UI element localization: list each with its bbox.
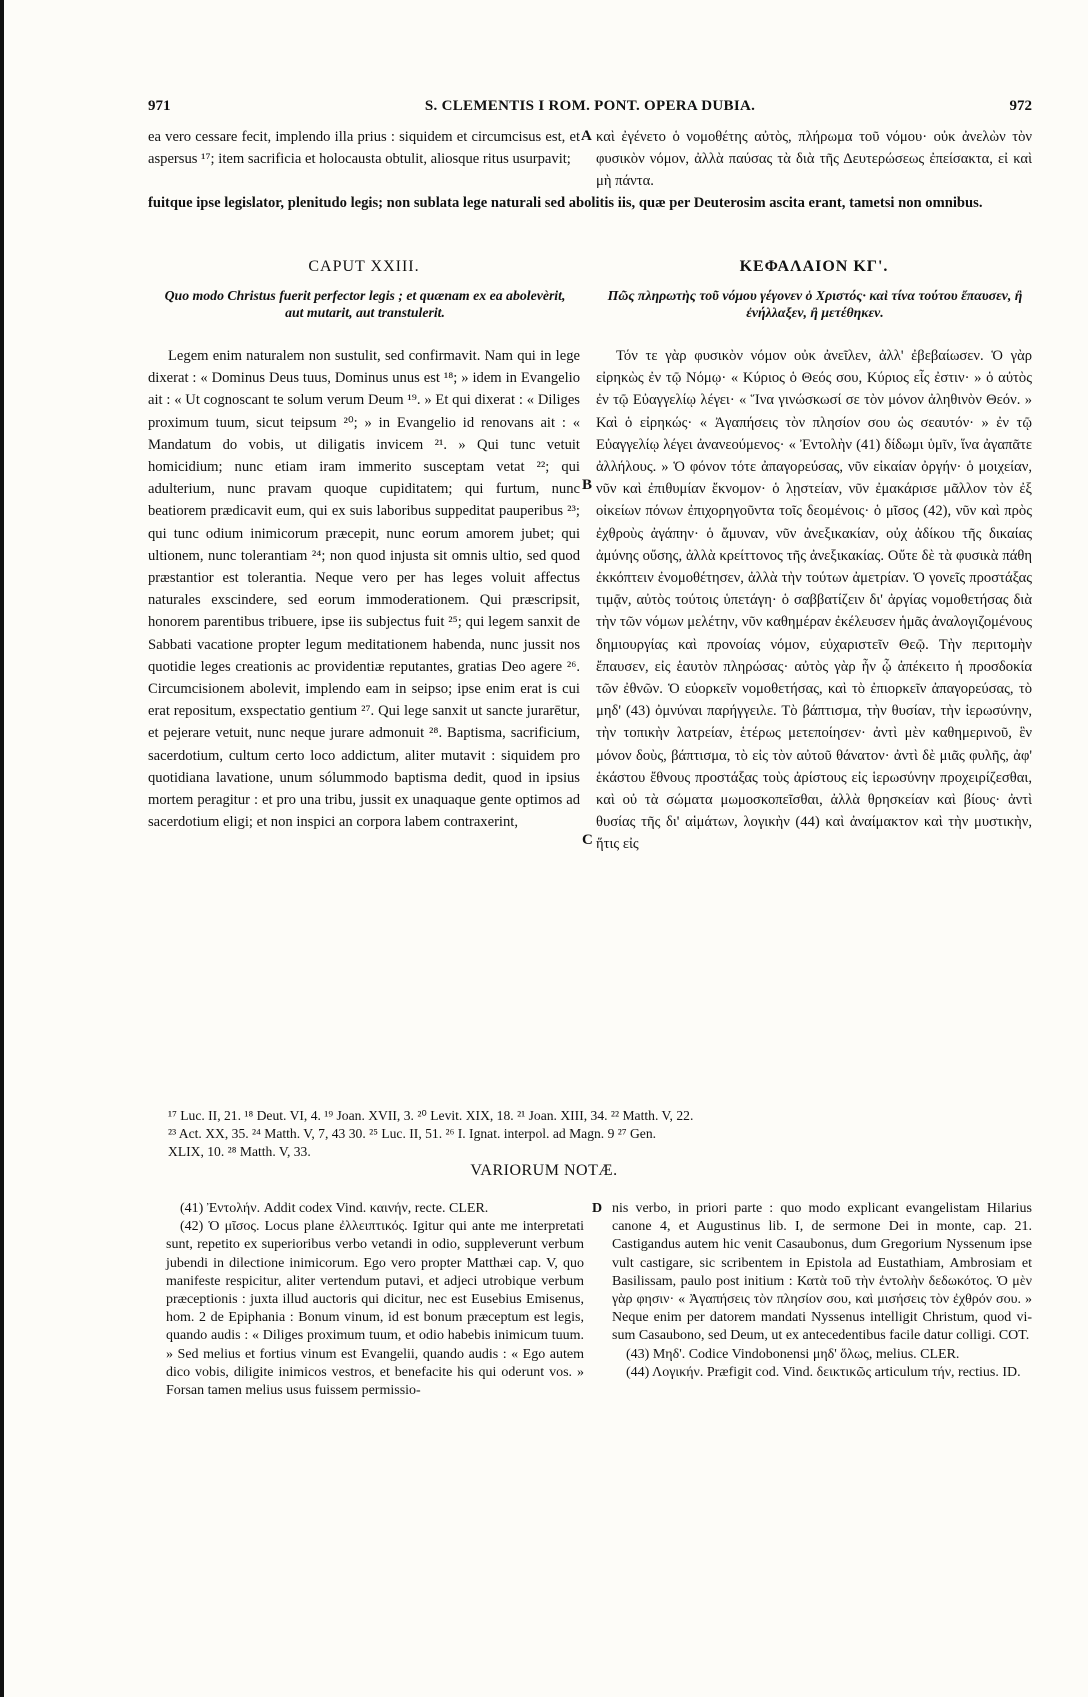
margin-marker-a: A — [581, 128, 592, 144]
margin-marker-c: C — [582, 832, 593, 848]
greek-paragraph: Τόν τε γὰρ φυσικὸν νόμον οὐκ ἀνεῖλεν, ἀλλ' ἐβεβαίωσεν. Ὁ γὰρ εἰρηκὼς ἐν τῷ Νόμῳ· « Κύριος ὁ Θεός σου, Κύριος εἷς ἐστιν· » ὁ αὐτὸς ἐν τῷ Εὐαγγελίῳ λέγει· « Ἵνα γινώσκωσί σε τὸν μόνον ἀληθινὸν Θεόν. » Καὶ ὁ εἰρηκώς· « Ἀγαπήσεις τὸν πλησίον σου ὡς σεαυτόν· » ἐν τῷ Εὐαγγελίῳ λέγει ἀνανεούμενος· « Ἐντολὴν (41) δίδωμι ὑμῖν, ἵνα ἀγαπᾶτε ἀλλήλους. » Ὁ φόνον τότε ἀπαγορεύσας, νῦν εἰκαίαν ὀργήν· ὁ μοιχείαν, νῦν καὶ ἐπιθυμίαν ἔκνομον· ὁ λῃστείαν, νῦν ἐμακάρισε μᾶλλον τὸν ἐξ οἰκείων πόνων ἐπιχορηγοῦντα τοῖς δεομένοις· ὁ μῖσος (42), νῦν καὶ πρὸς ἐχθροὺς ἀγάπην· ὁ ἄμυναν, νῦν ἀνεξικακίαν, οὐχ ἀδίκου τῆς δικαίας ἀμύνης οὔσης, ἀλλὰ κρείττονος τῆς ἀνεξικακίας. Οὔτε δὲ τὰ φυσικὰ πάθη ἐκκόπτειν ἐνομοθέτησεν, ἀλλὰ τὴν τούτων ἀμετρίαν. Ὁ γονεῖς προστάξας τιμᾷν, αὐτὸς τούτοις ὑπετάγη· ὁ σαββατίζειν δι' ἀργίας νομοθετήσας διὰ τὴν τῶν νόμων μελέτην, νῦν καθημέραν ἐκέλευσεν ἡμᾶς ἀναλογιζομένους δημιουργίας καὶ προνοίας νόμον, εὐχαριστεῖν Θεῷ. Τὴν περιτομὴν ἔπαυσεν, εἰς ἑαυτὸν πληρώσας· αὐτὸς γὰρ ἦν ᾧ ἀπέκειτο ἡ προσδοκία τῶν ἐθνῶν. Ὁ εὐορκεῖν νομοθετήσας, καὶ τὸ ἐπιορκεῖν ἀπαγορεύσας, τὸ μηδ' (43) ὀμνύναι παρήγγειλε. Τὸ βάπτισμα, τὴν θυσίαν, τὴν ἱερωσύνην, τὴν τοπικὴν λατρείαν, ἑτέρως μετεποίησεν· ἀντὶ μὲν καθημερινοῦ, ἓν μόνον δοὺς, βάπτισμα, τὸ εἰς τὸν αὐτοῦ θάνατον· ἀντὶ δὲ μιᾶς φυλῆς, ἀφ' ἑκάστου ἔθνους προστάξας τοὺς ἀρίστους εἰς ἱερωσύνην προχειρίζεσθαι, καὶ οὐ τὰ σώματα μωμοσκοπεῖσθαι, ἀλλὰ θρησκείαν καὶ βίους· ἀντὶ θυσίας τῆς δι' αἱμάτων, λογικὴν (44) καὶ ἀναίμακτον καὶ τὴν μυστικὴν, ἥτις εἰς — [596, 348, 1032, 853]
notes-right-column — [612, 1200, 1032, 1382]
intro-latin-continuation: fuitque ipse legislator, plenitudo legis; non sublata lege naturali sed abolitis iis, quæ per Deuterosim ascita erant, tametsi non omnibus. — [148, 195, 983, 211]
margin-marker-d: D — [592, 1201, 603, 1216]
body-text-greek — [596, 345, 1032, 856]
footnote-line: XLIX, 10. ²⁸ Matth. V, 33. — [168, 1144, 311, 1159]
margin-marker-b: B — [582, 477, 593, 493]
notes-heading: VARIORUM NOTÆ. — [470, 1162, 618, 1179]
intro-latin: ea vero cessare fecit, implendo illa prius : siquidem et circumcisus est, et aspersus ¹⁷; item sacrificia et holocausta obtulit, aliosque ritus usurpavit; — [148, 129, 580, 168]
chapter-summary-latin: Quo modo Christus fuerit perfector legis ; et quænam ex ea abolevèrit, aut mutarit, aut transtulerit. — [164, 288, 566, 320]
notes-left-column — [166, 1200, 584, 1400]
page-number-right: 972 — [1009, 98, 1032, 114]
scan-edge-bar — [0, 0, 4, 1697]
intro-greek: καὶ ἐγένετο ὁ νομοθέτης αὐτὸς, πλήρωμα τοῦ νόμου· οὐκ ἀνελὼν τὸν φυσικὸν νόμον, ἀλλὰ παύσας τὰ διὰ τῆς Δευτερώσεως ἐπείσακτα, εἰ καὶ μὴ πάντα. — [596, 129, 1032, 190]
running-title: S. CLEMENTIS I ROM. PONT. OPERA DUBIA. — [424, 98, 756, 114]
footnote-line: ²³ Act. XX, 35. ²⁴ Matth. V, 7, 43 30. ²⁵ Luc. II, 51. ²⁶ I. Ignat. interpol. ad Magn. 9 ²⁷ Gen. — [168, 1126, 657, 1141]
note-42: (42) Ὁ μῖσος. Locus plane ἐλλειπτικός. Igitur qui ante me interpretati sunt, repetito ex superioribus verbo vetandi in odio, suppleverunt verbum jubendi in dilectione inimicorum. Ego vero propter Matthæi cap. V, quo manifeste respicitur, aliter vertendum putavi, et adjeci utrobique verbum præceptionis : juxta illud auctoris qui dicitur, nec est Eusebius Emisenus, hom. 2 de Epiphania : Bonum vinum, id est bonum præceptum est legis, quando audis : « Diliges proximum tuum, et odio habebis inimicum tuum. » Sed melius et fortius vinum est Evangelii, quando audis : « Ego autem dico vobis, diligite inimicos vestros, et benefacite his qui oderunt vos. » Forsan tamen melius usus fuissem permissio- — [166, 1219, 584, 1399]
body-text-latin — [148, 345, 580, 833]
chapter-summary-greek: Πῶς πληρωτὴς τοῦ νόμου γέγονεν ὁ Χριστός· καὶ τίνα τούτου ἔπαυσεν, ἢ ἐνήλλαξεν, ἢ μετέθηκεν. — [607, 288, 1023, 320]
page-number-left: 971 — [148, 98, 171, 114]
latin-paragraph: Legem enim naturalem non sustulit, sed confirmavit. Nam qui in lege dixerat : « Dominus Deus tuus, Dominus unus est ¹⁸; » idem in Evangelio ait : « Ut cognoscant te solum verum Deum ¹⁹. » Et qui dixerat : « Diliges proximum tuum, sicut teipsum ²⁰; » in Evangelio id renovans ait : « Mandatum do vobis, ut diligatis invicem ²¹. » Qui tunc vetuit homicidium; nunc etiam iram immerito susceptam vetat ²²; qui adulterium, nunc pravam quoque cupiditatem; qui furtum, nunc beatiorem prædicavit eum, qui ex suis laboribus suppeditat pauperibus ²³; qui tunc odium inimicorum præcepit, nunc eorum amorem jubet; qui ultionem, nunc tolerantiam ²⁴; non quod injusta sit omnis ultio, sed quod præstantior est tolerantia. Neque vero per has leges voluit affectus naturales exscindere, sed eorum immoderationem. Qui præscripsit, honorem parentibus tribuere, ipse iis subjectus fuit ²⁵; qui legem sanxit de Sabbati vacatione propter legum meditationem habenda, nunc jussit nos quotidie leges creationis ac providentiæ reputantes, gratias Deo agere ²⁶. Circumcisionem abolevit, implendo eam in seipso; ipse enim erat is cui erat repositum, exspectatio gentium ²⁷. Qui lege sanxit ut sancte jurarētur, et pejerare vetuit, nunc neque jurare admonuit ²⁸. Baptisma, sacrificium, sacerdotium, cultum certo loco addictum, aliter mutavit : siquidem pro quotidiana lavatione, unum sólummodo baptisma dedit, quod in ipsius mortem peragitur : et pro una tribu, jussit ex unaquaque gente optimos ad sacerdotium eligi; et non inspici an corpora labem contraxerint, — [148, 348, 580, 831]
note-41: (41) Ἐντολήν. Addit codex Vind. καινήν, recte. CLER. — [180, 1201, 489, 1216]
footnote-line: ¹⁷ Luc. II, 21. ¹⁸ Deut. VI, 4. ¹⁹ Joan. XVII, 3. ²⁰ Levit. XIX, 18. ²¹ Joan. XIII, 34. ²² Matth. V, 22. — [168, 1108, 694, 1123]
chapter-heading-greek: ΚΕΦΑΛΑΙΟΝ ΚΓ'. — [739, 258, 889, 275]
note-44: (44) Λογικήν. Præfigit cod. Vind. δεικτικῶς articulum τήν, rectius. ID. — [626, 1364, 1021, 1380]
note-43: (43) Μηδ'. Codice Vindobonensi μηδ' ὅλως, melius. CLER. — [626, 1346, 960, 1362]
footnotes — [168, 1107, 1038, 1161]
chapter-heading-latin: CAPUT XXIII. — [308, 258, 420, 275]
note-42-continued: nis verbo, in priori parte : quo modo explicant evangelistam Hilarius canone 4, et Augustinus lib. I, de sermone Dei in monte, cap. 21. Castigandus autem hic venit Casaubonus, dum Gregorium Nyssenum ipse vult castigare, sic scribentem in Epistola ad Eustathiam, Ambrosiam et Basilissam, paulo post initium : Κατὰ τοῦ τὴν ἐντολὴν δεδωκότος. Ὁ μὲν γὰρ φησιν· « Ἀγαπήσεις τὸν πλησίον σου, καὶ μισήσεις τὸν ἐχθρόν σου. » Neque enim per datorem mandati Nyssenus intelligit Christum, quod vi- sum Casaubono, sed Deum, ut ex antecedentibus facile datur colligi. COT. — [612, 1201, 1032, 1344]
